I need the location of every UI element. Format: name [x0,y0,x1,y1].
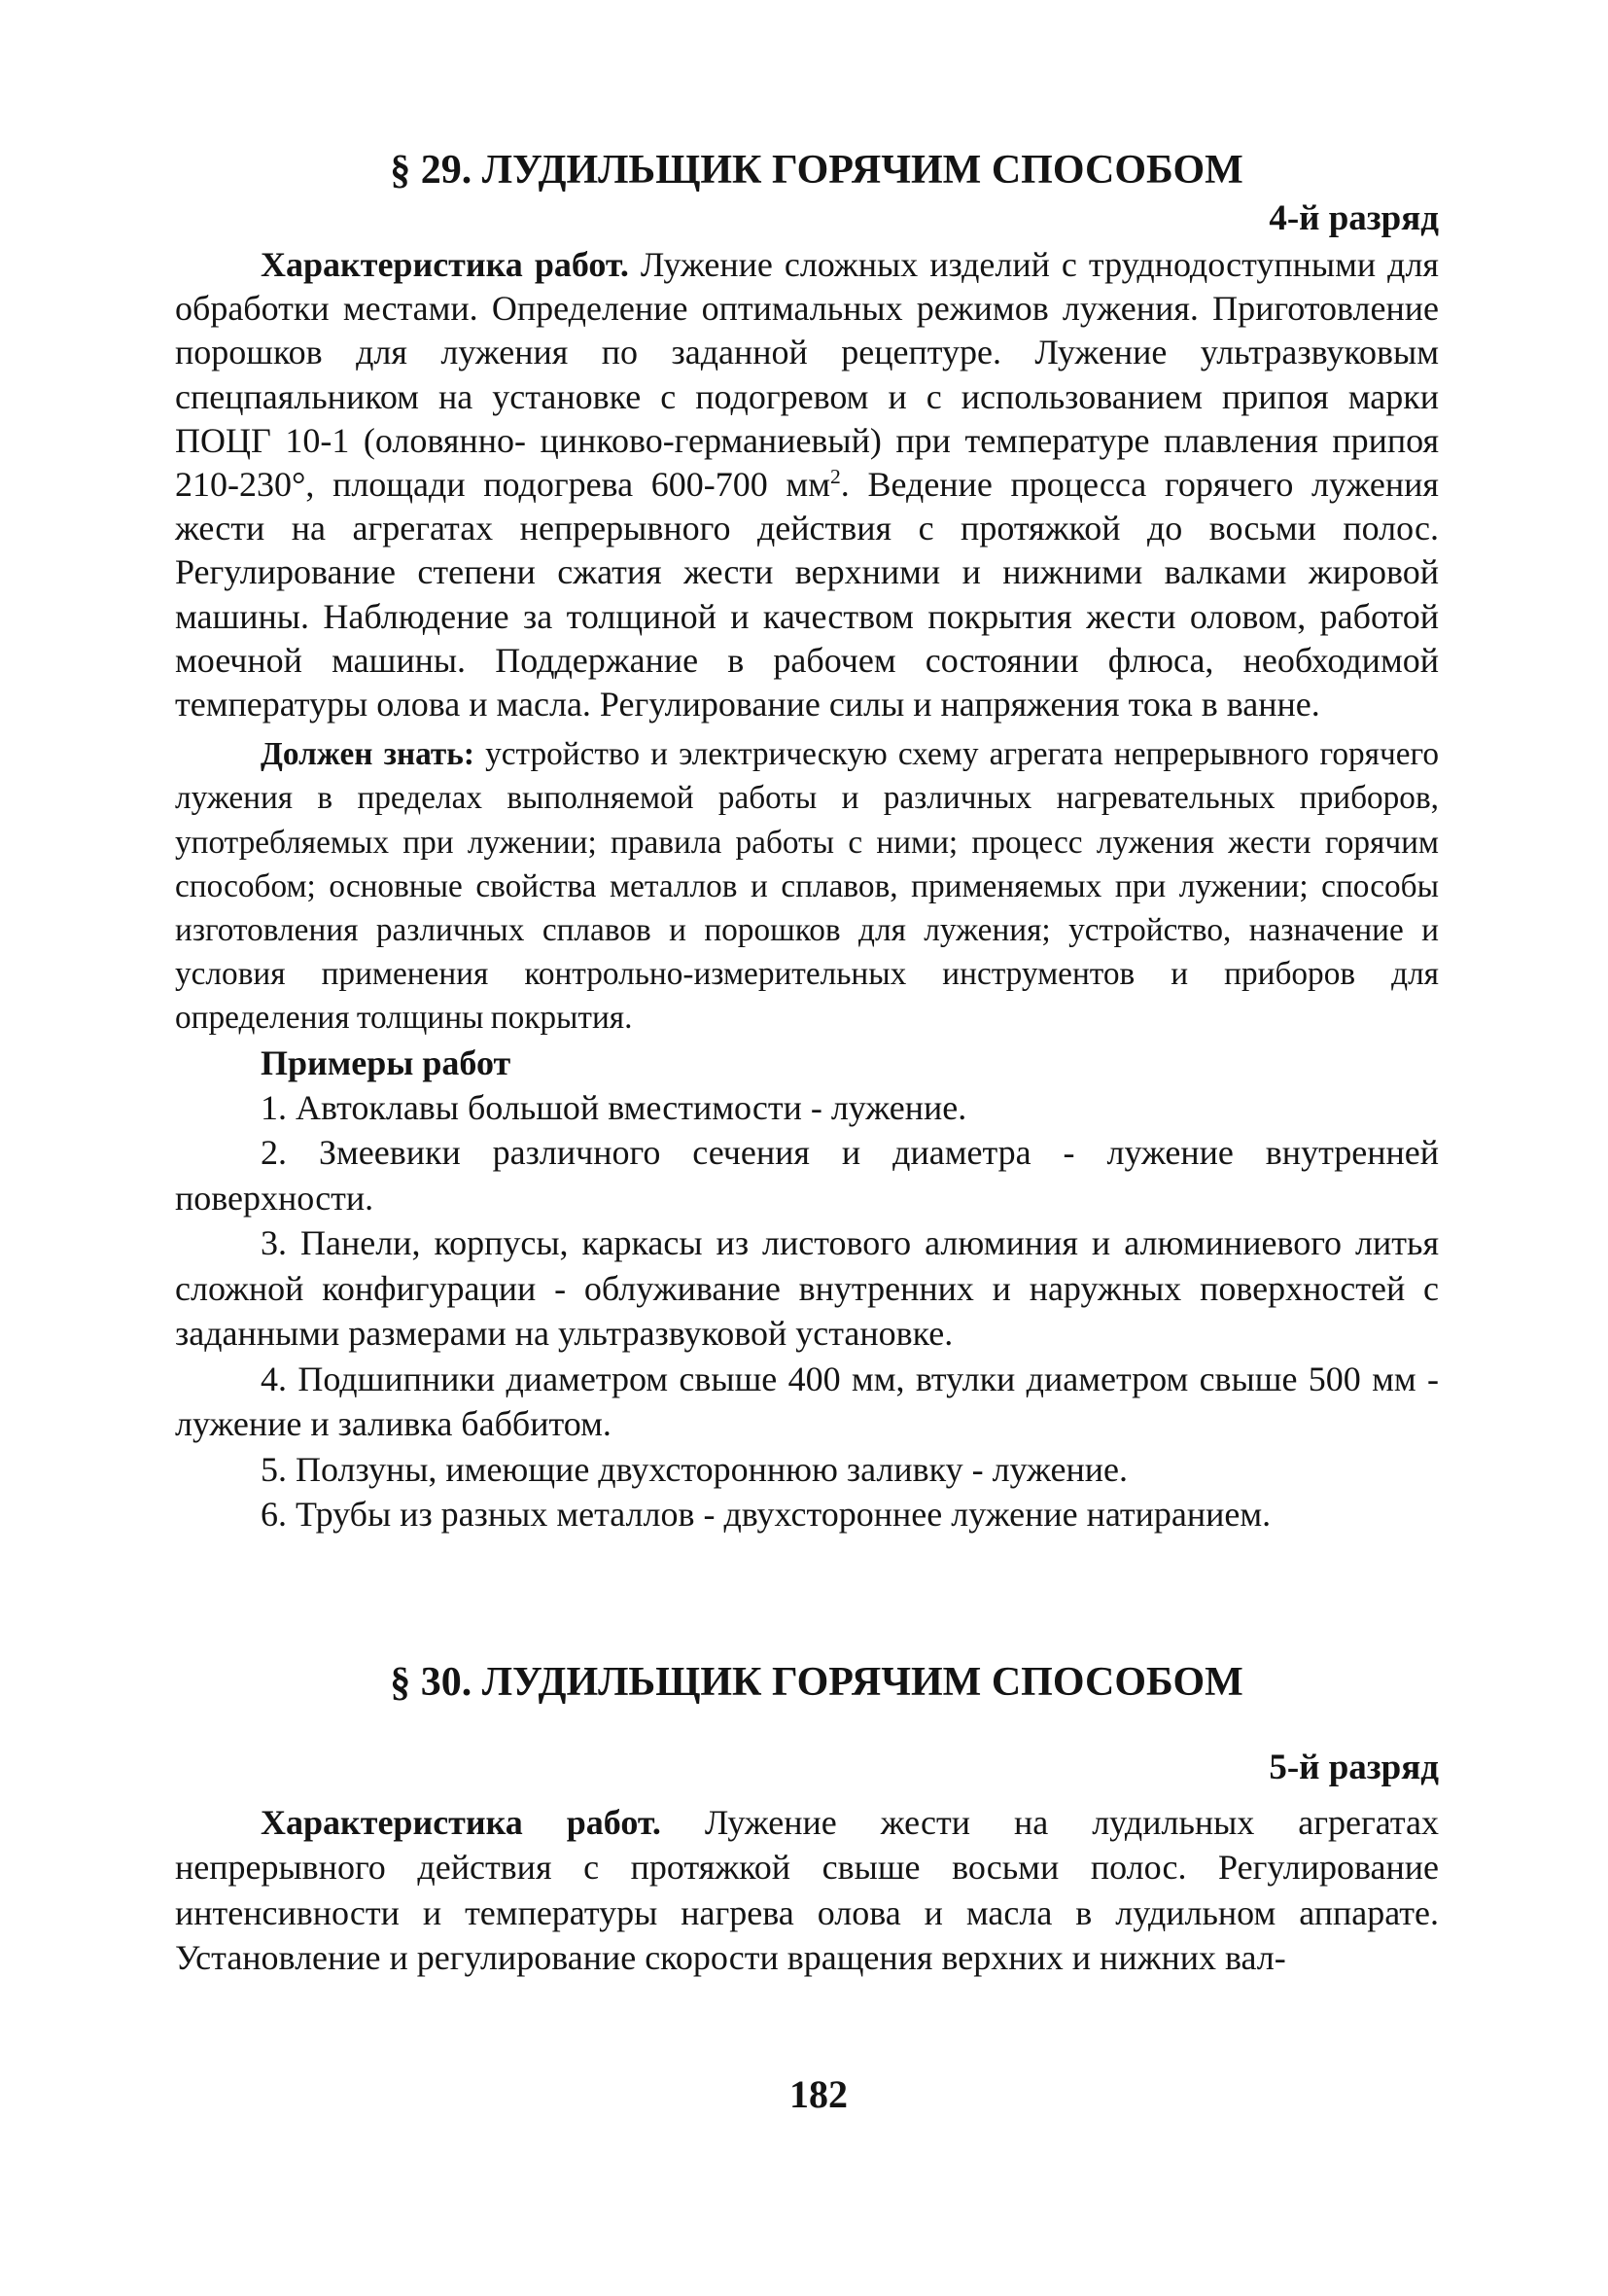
section-30-grade: 5-й разряд [1269,1747,1439,1787]
must-know-text: устройство и электрическую схему агрегата непрерывного горячего лужения в пределах выполняемой работы и различных нагревательных приборов, употребляемых при лужении; правила работы с ними; процесс лужения жести горячим способом; основные свойства металлов и сплавов, применяемых при лужении; способы изготовления различных сплавов и порошков для лужения; устройство, назначение и условия применения контрольно-измерительных инструментов и приборов для определения толщины покрытия. [175,736,1439,1037]
example-item-3: 3. Панели, корпусы, каркасы из листового алюминия и алюминиевого литья сложной конфигурации - облуживание внутренних и наружных поверхностей с заданными размерами на ультразвуковой установке. [175,1223,1439,1354]
examples-list [175,1085,1439,1537]
section-29-title: § 29. ЛУДИЛЬЩИК ГОРЯЧИМ СПОСОБОМ [390,148,1243,193]
example-item-2: 2. Змеевики различного сечения и диаметра - лужение внутренней поверхности. [175,1133,1439,1218]
must-know-label: Должен знать: [261,736,474,773]
section-29-characteristics [175,243,1439,726]
characteristics-label: Характеристика работ. [261,245,629,284]
section-30-characteristics-label: Характеристика работ. [261,1802,661,1842]
superscript-2: 2 [830,465,841,489]
characteristics-text-part-1: Лужение сложных изделий с труднодоступными для обработки местами. Определение оптимальных режимов лужения. Приготовление порошков для лужения по заданной рецептуре. Лужение ультразвуковым спецпаяльником на установке с подогревом и с использованием припоя марки ПОЦГ 10-1 (оловянно- цинково-германиевый) при температуре плавления припоя 210-230°, площади подогрева 600-700 мм [175,245,1439,505]
characteristics-text-part-2: . Ведение процесса горячего лужения жести на агрегатах непрерывного действия с протяжкой до восьми полос. Регулирование степени сжатия жести верхними и нижними валками жировой машины. Наблюдение за толщиной и качеством покрытия жести оловом, работой моечной машины. Поддержание в рабочем состоянии флюса, необходимой температуры олова и масла. Регулирование силы и напряжения тока в ванне. [175,465,1439,724]
page-content [175,146,1439,1981]
section-30-characteristics [175,1800,1439,1981]
section-30-characteristics-text: Лужение жести на лудильных агрегатах непрерывного действия с протяжкой свыше восьми полос. Регулирование интенсивности и температуры нагрева олова и масла в лудильном аппарате. Установление и регулирование скорости вращения верхних и нижних вал- [175,1802,1439,1978]
example-item-1: 1. Автоклавы большой вместимости - лужение. [261,1087,967,1127]
example-item-6: 6. Трубы из разных металлов - двухстороннее лужение натиранием. [261,1495,1272,1535]
section-30-title: § 30. ЛУДИЛЬЩИК ГОРЯЧИМ СПОСОБОМ [390,1659,1243,1705]
section-29-must-know [175,732,1439,1040]
examples-title: Примеры работ [261,1042,511,1082]
example-item-5: 5. Ползуны, имеющие двухстороннюю заливку - лужение. [261,1449,1128,1489]
section-29-grade: 4-й разряд [1269,198,1439,238]
example-item-4: 4. Подшипники диаметром свыше 400 мм, втулки диаметром свыше 500 мм - лужение и заливка баббитом. [175,1359,1439,1444]
page-number: 182 [789,2072,848,2116]
